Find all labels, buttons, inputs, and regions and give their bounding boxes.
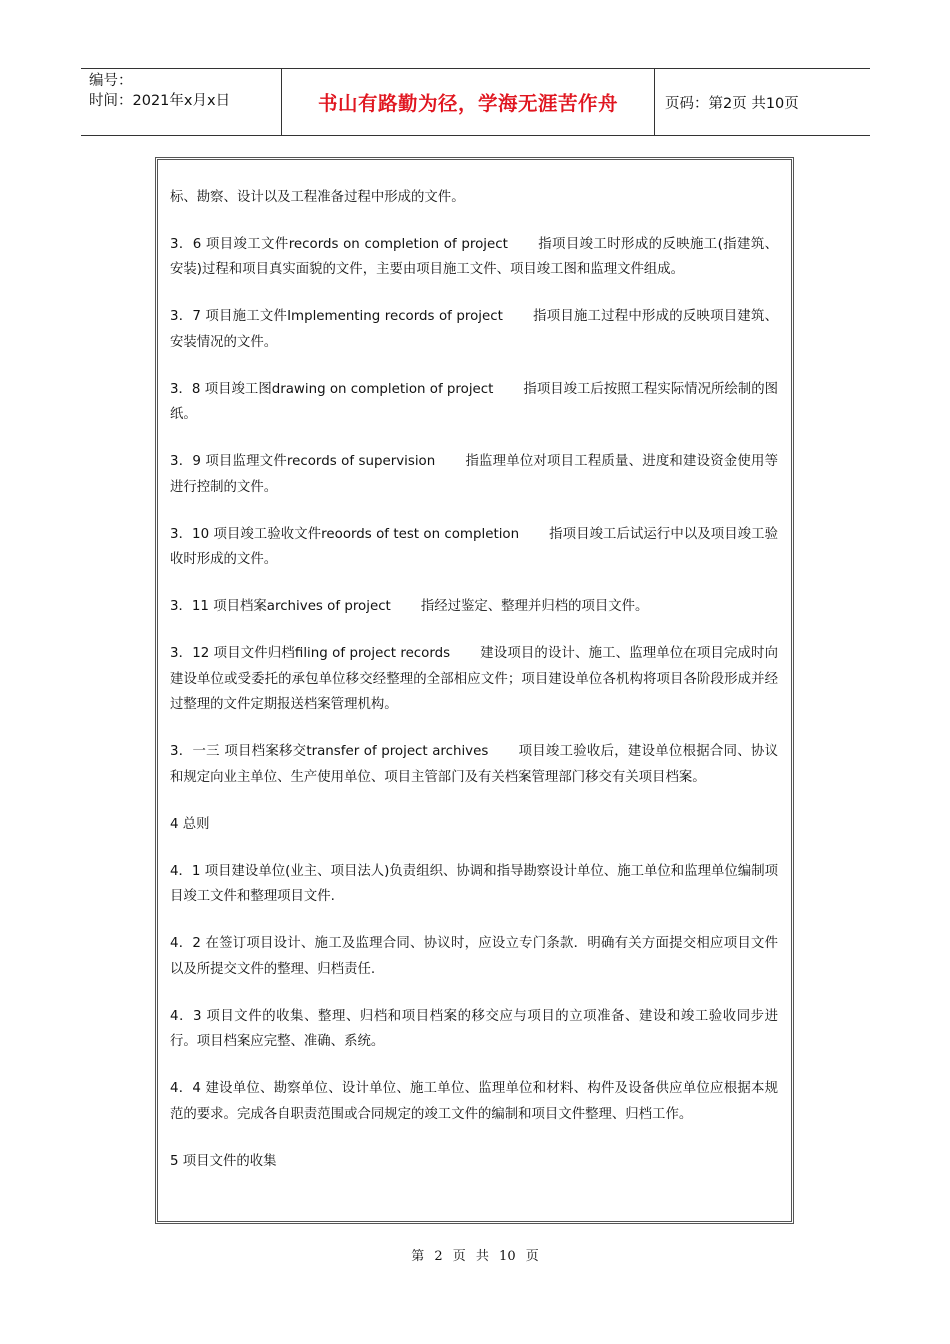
paragraph-p5 bbox=[170, 522, 778, 573]
clause-text: 建设单位、勘察单位、设计单位、施工单位、监理单位和材料、构件及设备供应单位应根据本规范的要求。完成各自职责范围或合同规定的竣工文件的编制和项目文件整理、归档工作。 bbox=[170, 1081, 779, 1122]
clause-text: 指项目施工过程中形成的反映项目建筑、安装情况的文件。 bbox=[170, 309, 778, 350]
clause-text: 建设项目的设计、施工、监理单位在项目完成时向建设单位或受委托的承包单位移交经整理的全部相应文件；项目建设单位各机构将项目各阶段形成并经过整理的文件定期报送档案管理机构。 bbox=[170, 646, 778, 712]
clause-number: 4．2 bbox=[170, 936, 201, 951]
paragraph-p3 bbox=[170, 377, 778, 428]
page-footer: 第 2 页 共 10 页 bbox=[411, 1249, 539, 1264]
clause-number: 3．7 bbox=[170, 309, 201, 324]
time-label: 时间：2021年x月x日 bbox=[89, 93, 231, 109]
paragraph-p8 bbox=[170, 739, 778, 790]
clause-text: 项目建设单位(业主、项目法人)负责组织、协调和指导勘察设计单位、施工单位和监理单位编制项目竣工文件和整理项目文件. bbox=[170, 863, 778, 904]
clause-text: 指监理单位对项目工程质量、进度和建设资金使用等进行控制的文件。 bbox=[170, 454, 778, 495]
clause-text: 指项目竣工后按照工程实际情况所绘制的图纸。 bbox=[170, 381, 778, 422]
clause-number: 3．一三 bbox=[170, 744, 220, 759]
paragraph-p4 bbox=[170, 449, 778, 500]
clause-number: 5 bbox=[170, 1153, 179, 1169]
clause-text: 指经过鉴定、整理并归档的项目文件。 bbox=[420, 599, 649, 614]
clause-number: 4．1 bbox=[170, 863, 201, 879]
paragraph-p13 bbox=[170, 1076, 778, 1127]
paragraph-p1 bbox=[170, 232, 778, 283]
paragraph-p10 bbox=[170, 859, 778, 910]
clause-number: 4．4 bbox=[170, 1081, 201, 1096]
header-meta bbox=[81, 69, 282, 135]
paragraph-p2 bbox=[170, 304, 778, 355]
clause-number: 3．9 bbox=[170, 454, 201, 469]
clause-number: 3．6 bbox=[170, 236, 202, 252]
clause-term: 项目竣工验收文件reoords of test on completion bbox=[213, 526, 520, 542]
clause-text: 在签订项目设计、施工及监理合同、协议时，应设立专门条款．明确有关方面提交相应项目文件以及所提交文件的整理、归档责任. bbox=[170, 936, 779, 977]
clause-term: 项目档案archives of project bbox=[213, 599, 391, 614]
clause-text: 标、勘察、设计以及工程准备过程中形成的文件。 bbox=[170, 190, 465, 205]
paragraph-p11 bbox=[170, 931, 778, 982]
paragraph-p0 bbox=[170, 185, 778, 211]
header-page-info: 页码：第2页 共10页 bbox=[665, 95, 799, 112]
clause-term: 项目文件归档filing of project records bbox=[213, 646, 451, 661]
clause-text: 项目文件的收集 bbox=[182, 1153, 277, 1169]
number-label: 编号： bbox=[89, 73, 133, 89]
clause-term: 项目施工文件Implementing records of project bbox=[205, 309, 503, 324]
clause-number: 3．10 bbox=[170, 526, 210, 542]
clause-text: 指项目竣工后试运行中以及项目竣工验收时形成的文件。 bbox=[170, 526, 779, 567]
paragraph-p6 bbox=[170, 594, 778, 620]
clause-number: 3．11 bbox=[170, 599, 209, 614]
clause-text: 指项目竣工时形成的反映施工(指建筑、安装)过程和项目真实面貌的文件，主要由项目施工文件、项目竣工图和监理文件组成。 bbox=[170, 236, 778, 277]
clause-text: 总则 bbox=[182, 816, 210, 832]
clause-term: 项目竣工图drawing on completion of project bbox=[204, 381, 494, 397]
paragraph-p7 bbox=[170, 641, 778, 718]
clause-term: 项目档案移交transfer of project archives bbox=[224, 744, 489, 759]
clause-text: 项目文件的收集、整理、归档和项目档案的移交应与项目的立项准备、建设和竣工验收同步进行。项目档案应完整、准确、系统。 bbox=[170, 1008, 778, 1049]
clause-text: 项目竣工验收后，建设单位根据合同、协议和规定向业主单位、生产使用单位、项目主管部门及有关档案管理部门移交有关项目档案。 bbox=[170, 744, 778, 785]
clause-term: 项目监理文件records of supervision bbox=[205, 454, 436, 469]
header-motto: 书山有路勤为径，学海无涯苦作舟 bbox=[282, 69, 655, 135]
paragraph-p14 bbox=[170, 1149, 778, 1175]
clause-number: 4．3 bbox=[170, 1008, 202, 1024]
page-header bbox=[81, 68, 870, 136]
clause-number: 3．12 bbox=[170, 646, 210, 661]
clause-number: 3．8 bbox=[170, 381, 201, 397]
paragraph-p12 bbox=[170, 1004, 778, 1055]
clause-number: 4 bbox=[170, 816, 179, 832]
document-body bbox=[170, 185, 778, 1196]
paragraph-p9 bbox=[170, 812, 778, 838]
clause-term: 项目竣工文件records on completion of project bbox=[205, 236, 508, 252]
